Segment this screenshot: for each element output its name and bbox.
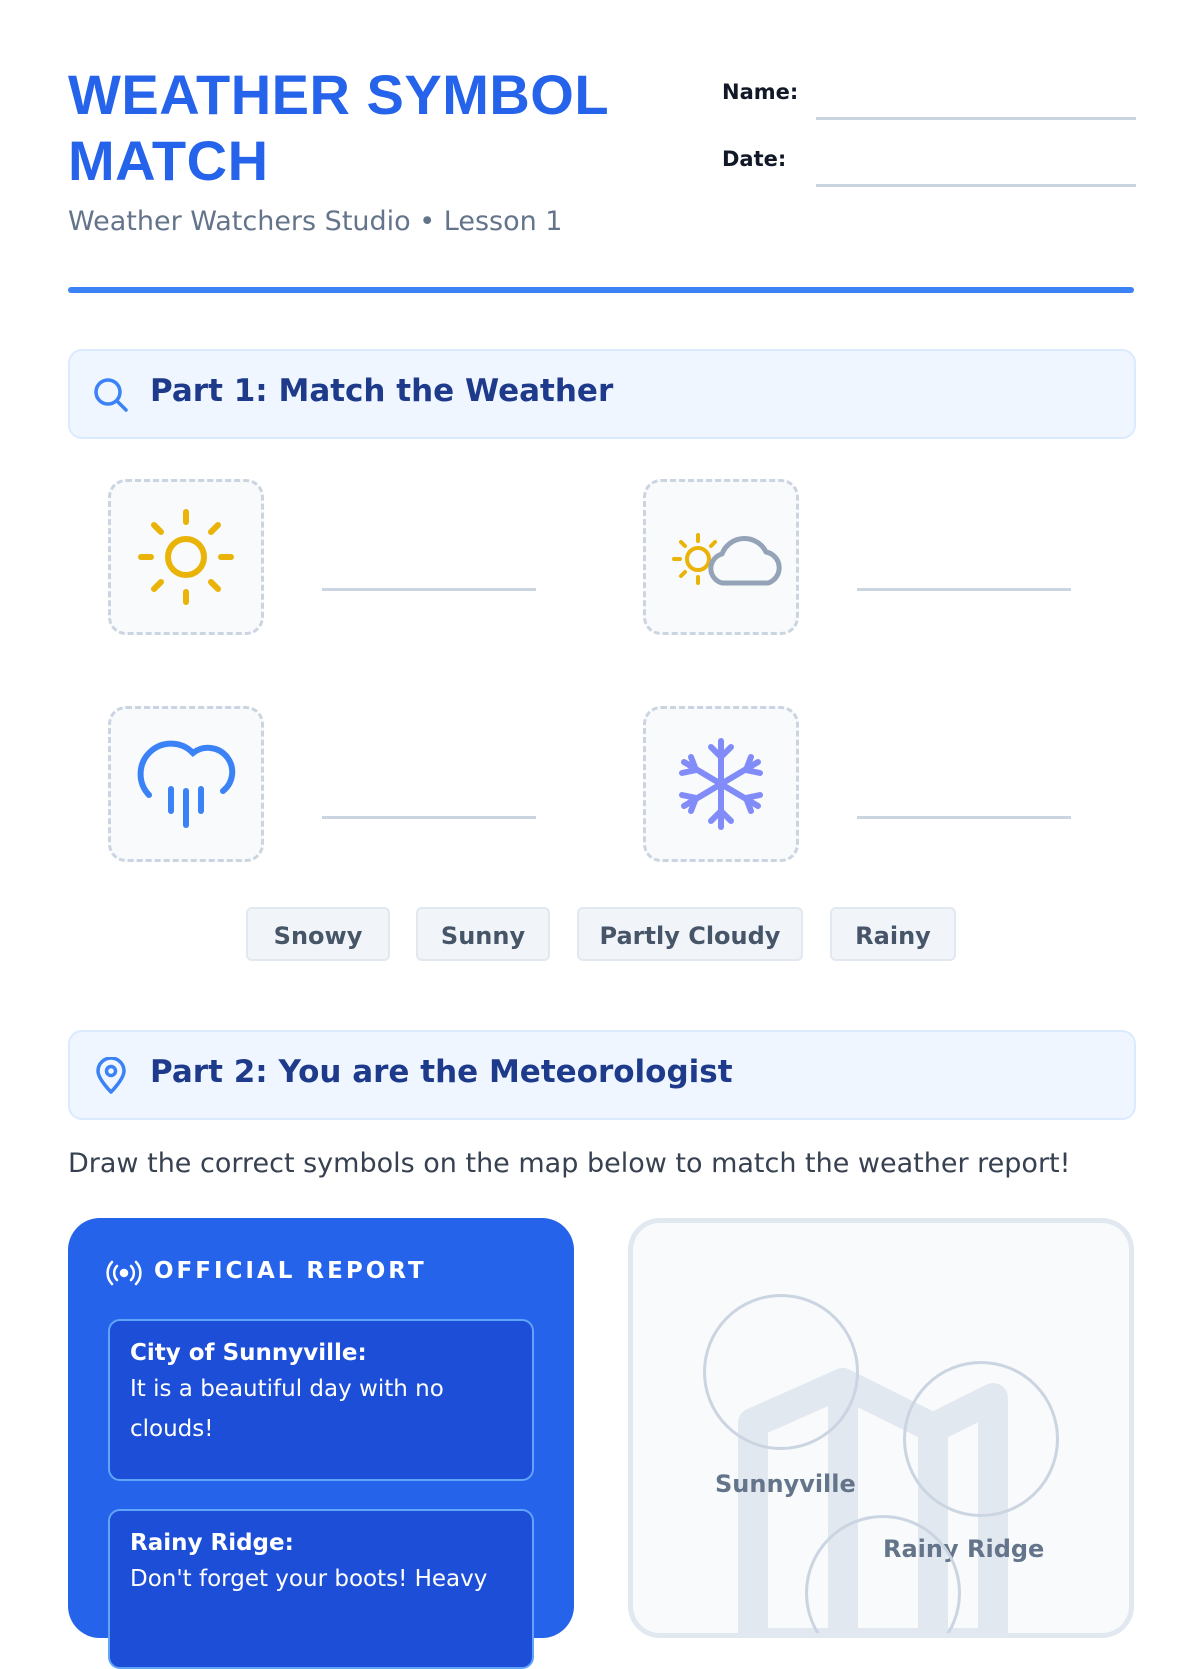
symbol-box-rainy bbox=[108, 706, 264, 862]
symbol-box-partly-cloudy bbox=[643, 479, 799, 635]
part2-instructions: Draw the correct symbols on the map below to match the weather report! bbox=[68, 1148, 1071, 1179]
part1-title: Part 1: Match the Weather bbox=[150, 373, 614, 409]
part1-header bbox=[68, 349, 1136, 439]
date-field[interactable] bbox=[816, 184, 1136, 187]
symbol-box-sunny bbox=[108, 479, 264, 635]
search-icon bbox=[92, 376, 130, 414]
report-heading: OFFICIAL REPORT bbox=[154, 1258, 427, 1284]
rain-icon bbox=[131, 729, 241, 839]
date-label: Date: bbox=[722, 147, 787, 171]
map-spot-rainy-ridge[interactable] bbox=[903, 1361, 1059, 1517]
name-field[interactable] bbox=[816, 117, 1136, 120]
map-label-rainy-ridge: Rainy Ridge bbox=[883, 1535, 1045, 1563]
word-chip-rainy[interactable]: Rainy bbox=[830, 907, 956, 961]
sun-icon bbox=[131, 502, 241, 612]
answer-line-2[interactable] bbox=[857, 588, 1071, 591]
snowflake-icon bbox=[666, 729, 776, 839]
word-chip-sunny[interactable]: Sunny bbox=[416, 907, 550, 961]
word-chip-snowy[interactable]: Snowy bbox=[246, 907, 390, 961]
report-entry bbox=[108, 1319, 534, 1481]
part2-title: Part 2: You are the Meteorologist bbox=[150, 1054, 733, 1090]
official-report-panel bbox=[68, 1218, 574, 1638]
location-pin-icon bbox=[92, 1057, 130, 1095]
name-label: Name: bbox=[722, 80, 799, 104]
map-label-sunnyville: Sunnyville bbox=[715, 1470, 856, 1498]
word-chip-partly-cloudy[interactable]: Partly Cloudy bbox=[577, 907, 803, 961]
header-divider bbox=[68, 287, 1134, 293]
report-entry bbox=[108, 1509, 534, 1669]
report-entry-text: It is a beautiful day with no clouds! bbox=[130, 1376, 444, 1442]
report-entry-city: City of Sunnyville: bbox=[130, 1340, 367, 1366]
worksheet-subtitle: Weather Watchers Studio • Lesson 1 bbox=[68, 206, 563, 237]
broadcast-icon bbox=[106, 1260, 142, 1286]
report-entry-city: Rainy Ridge: bbox=[130, 1530, 294, 1556]
answer-line-3[interactable] bbox=[322, 816, 536, 819]
answer-line-1[interactable] bbox=[322, 588, 536, 591]
worksheet-title: WEATHER SYMBOL MATCH bbox=[68, 63, 609, 192]
partly-cloudy-icon bbox=[660, 502, 790, 612]
symbol-box-snowy bbox=[643, 706, 799, 862]
weather-map[interactable] bbox=[628, 1218, 1134, 1638]
part2-header bbox=[68, 1030, 1136, 1120]
map-spot-sunnyville[interactable] bbox=[703, 1294, 859, 1450]
answer-line-4[interactable] bbox=[857, 816, 1071, 819]
report-entry-text: Don't forget your boots! Heavy bbox=[130, 1566, 488, 1592]
